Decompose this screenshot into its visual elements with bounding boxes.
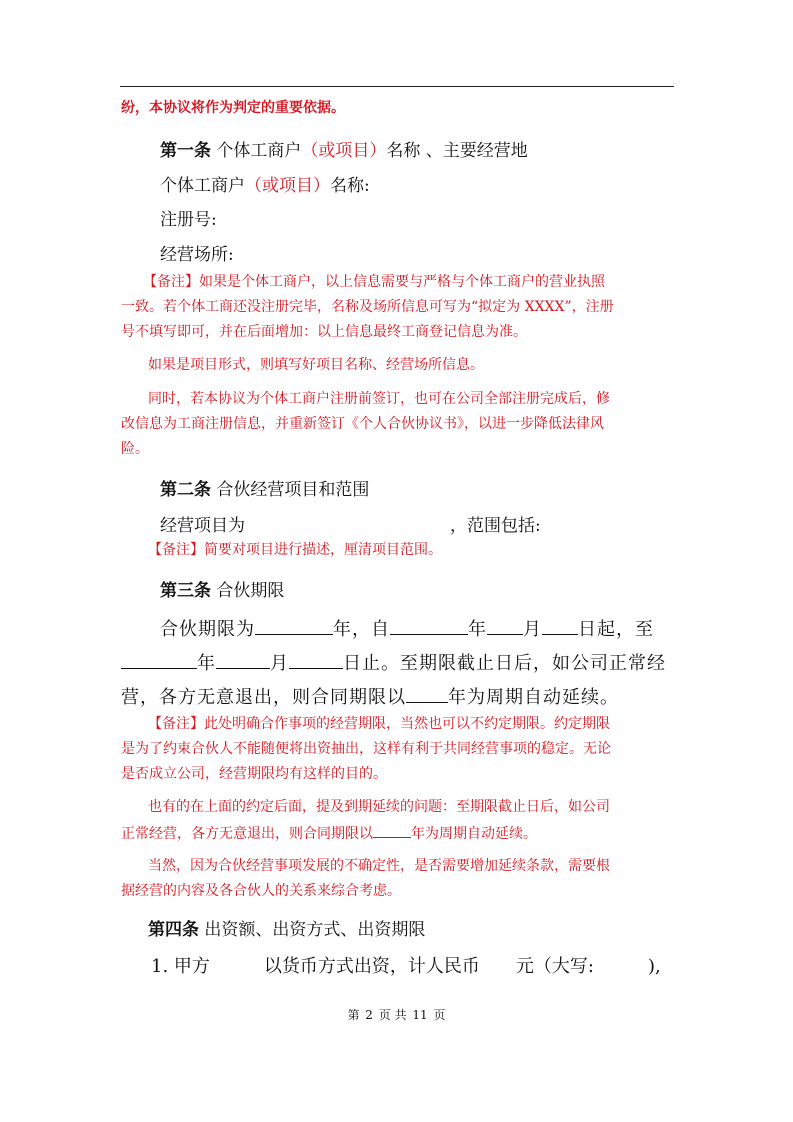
article-1-number: 第一条: [160, 141, 211, 161]
start-year-unit: 年: [468, 619, 487, 640]
note-5-line-1: 【备注】此处明确合作事项的经营期限，当然也可以不约定期限。约定期限: [148, 716, 610, 732]
start-day-blank[interactable]: [542, 620, 578, 635]
end-month-blank[interactable]: [216, 654, 270, 669]
header-rule: [120, 86, 674, 87]
page-footer: [0, 1006, 793, 1023]
business-name-red: （或项目）: [245, 176, 330, 196]
end-year-blank[interactable]: [121, 654, 197, 669]
note-7-line-1: 当然，因为合伙经营事项发展的不确定性，是否需要增加延续条款，需要根: [148, 858, 610, 874]
footer-page-number: 2: [365, 1008, 373, 1022]
note-3-line-1: 同时，若本协议为个体工商户注册前签订，也可在公司全部注册完成后，修: [148, 391, 610, 407]
renewal-tail: 年为周期自动延续。: [448, 687, 619, 708]
footer-mid: 页 共: [378, 1008, 407, 1022]
article-3-number: 第三条: [160, 581, 211, 601]
end-year-unit: 年: [197, 653, 216, 674]
article-4-number: 第四条: [148, 920, 199, 940]
article-2-heading: [160, 482, 369, 499]
term-years-blank[interactable]: [255, 620, 333, 635]
note-4: 【备注】简要对项目进行描述，厘清项目范围。: [148, 542, 442, 558]
term-label: 合伙期限为: [160, 619, 255, 640]
article-3-heading: [160, 583, 284, 600]
scope-label: ，范围包括:: [450, 516, 541, 536]
note-6-line-1: 也有的在上面的约定后面，提及到期延续的问题：至期限截止日后，如公司: [148, 799, 610, 815]
business-place-line: 经营场所:: [160, 245, 234, 265]
note-6-line-2: [121, 825, 537, 841]
article-2-number: 第二条: [160, 480, 211, 500]
note-5-line-3: 是否成立公司，经营期限均有这样的目的。: [121, 766, 387, 782]
note-7-line-2: 据经营的内容及各合伙人的关系来综合考虑。: [121, 883, 401, 899]
amount-close: ),: [647, 956, 661, 977]
note-1-line-3: 号不填写即可，并在后面增加：以上信息最终工商登记信息为准。: [121, 324, 527, 340]
article-4-title: 出资额、出资方式、出资期限: [199, 920, 426, 940]
registration-line: 注册号:: [160, 210, 217, 230]
party-a-label: 1. 甲方: [151, 956, 210, 977]
article-4-heading: [148, 922, 425, 939]
term-line-3: [121, 688, 619, 707]
business-name-colon: 名称:: [330, 176, 370, 196]
start-year-blank[interactable]: [390, 620, 468, 635]
start-day-unit: 日起，至: [578, 619, 654, 640]
article-1-heading: [160, 143, 528, 160]
continued-text: 纷，本协议将作为判定的重要依据。: [121, 100, 345, 116]
end-day-text: 日止。至期限截止日后，如公司正常经: [343, 653, 666, 674]
note-3-line-3: 险。: [121, 441, 149, 457]
note-6-text: 正常经营，各方无意退出，则合同期限以: [121, 826, 373, 842]
footer-total-pages: 11: [412, 1008, 428, 1022]
term-line-2: [121, 654, 666, 673]
business-name-label: 个体工商户: [160, 176, 245, 196]
start-month-unit: 月: [523, 619, 542, 640]
term-line-1: [160, 620, 654, 639]
end-month-unit: 月: [270, 653, 289, 674]
article-1-title-red: （或项目）: [301, 141, 387, 161]
business-name-line: [160, 178, 370, 195]
project-label: 经营项目为: [160, 516, 245, 536]
start-month-blank[interactable]: [487, 620, 523, 635]
end-day-blank[interactable]: [289, 654, 343, 669]
note-5-line-2: 是为了约束合伙人不能随便将出资抽出，这样有利于共同经营事项的稳定。无论: [121, 741, 611, 757]
article-2-title: 合伙经营项目和范围: [211, 480, 370, 500]
note-6-tail: 年为周期自动延续。: [411, 826, 537, 842]
note-6-blank: [373, 825, 411, 838]
contribution-text: 以货币方式出资，计人民币: [263, 956, 480, 977]
term-from: 年，自: [333, 619, 390, 640]
footer-prefix: 第: [347, 1008, 360, 1022]
renewal-period-blank[interactable]: [406, 688, 448, 703]
contribution-line: [151, 958, 661, 976]
footer-suffix: 页: [433, 1008, 446, 1022]
note-2: 如果是项目形式，则填写好项目名称、经营场所信息。: [148, 357, 484, 373]
article-3-title: 合伙期限: [211, 581, 285, 601]
renewal-text: 营，各方无意退出，则合同期限以: [121, 687, 406, 708]
article-1-title-part: 个体工商户: [211, 141, 302, 161]
amount-upper-label: 元（大写:: [515, 956, 594, 977]
article-1-title-rest: 名称 、主要经营地: [386, 141, 528, 161]
note-3-line-2: 改信息为工商注册信息，并重新签订《个人合伙协议书》，以进一步降低法律风: [121, 416, 604, 432]
note-1-line-2: 一致。若个体工商还没注册完毕，名称及场所信息可写为“拟定为 XXXX”，注册: [121, 299, 614, 315]
note-1-line-1: 【备注】如果是个体工商户，以上信息需要与严格与个体工商户的营业执照: [143, 274, 605, 290]
